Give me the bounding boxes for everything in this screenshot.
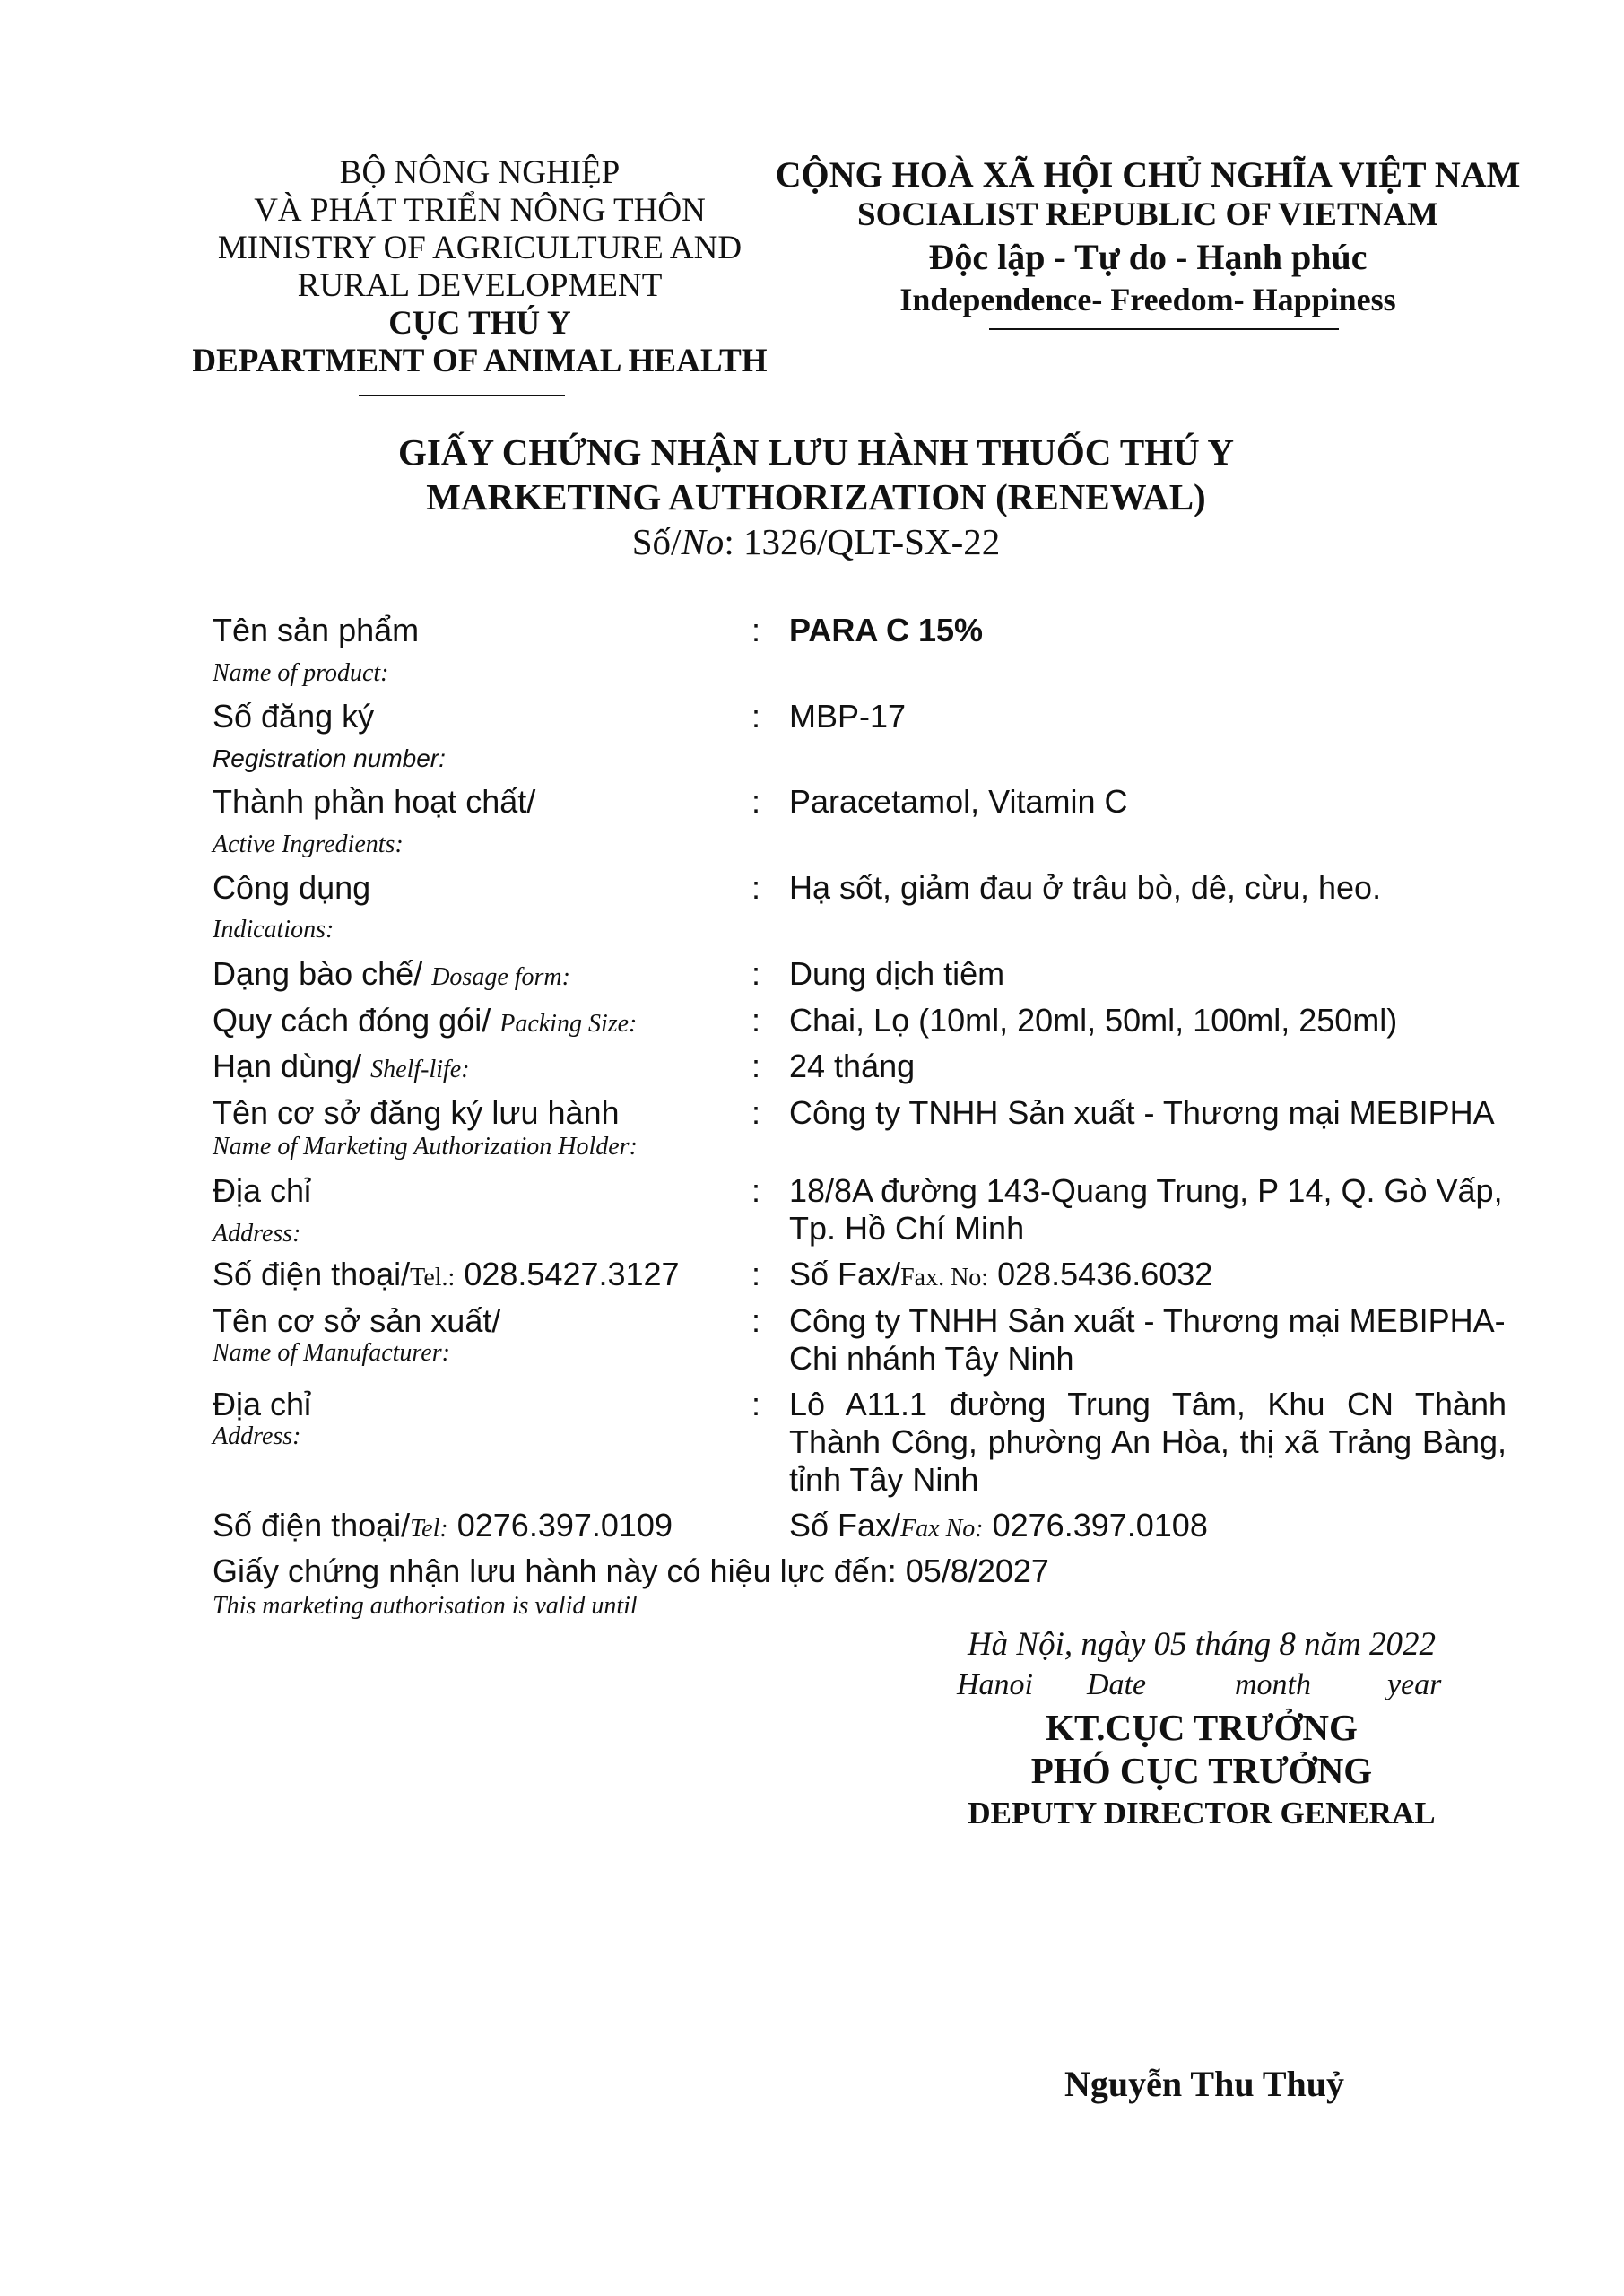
- holder-address-line-1: 18/8A đường 143-Quang Trung, P 14, Q. Gò Vấp,: [789, 1172, 1503, 1209]
- holder-label: Tên cơ sở đăng ký lưu hành: [213, 1094, 620, 1131]
- manufacturer-address-label-en: Address:: [213, 1422, 301, 1450]
- signatory-name: Nguyễn Thu Thuỷ: [1064, 2064, 1345, 2104]
- issue-date-vn: Hà Nội, ngày 05 tháng 8 năm 2022: [967, 1626, 1437, 1663]
- registration-label: Số đăng ký: [213, 698, 375, 735]
- validity-statement-en: This marketing authorisation is valid until: [213, 1592, 638, 1620]
- ingredients-label: Thành phần hoạt chất/: [213, 783, 536, 820]
- issue-date-en-place: Hanoi: [957, 1668, 1033, 1701]
- republic-name-en: SOCIALIST REPUBLIC OF VIETNAM: [857, 196, 1438, 233]
- signatory-title-vn-1: KT.CỤC TRƯỞNG: [1046, 1707, 1358, 1748]
- product-name-label-en: Name of product:: [213, 659, 389, 687]
- holder-phone: Số điện thoại/Tel.: 028.5427.3127: [213, 1256, 680, 1292]
- separator: :: [751, 869, 761, 906]
- national-header: [762, 154, 1533, 319]
- manufacturer-address-label: Địa chỉ: [213, 1386, 312, 1422]
- manufacturer-address-value: Lô A11.1 đường Trung Tâm, Khu CN Thành Thành Công, phường An Hòa, thị xã Trảng Bàng, tỉnh Tây Ninh: [789, 1386, 1507, 1498]
- issue-date-en-year: year: [1387, 1668, 1442, 1701]
- separator: :: [751, 698, 761, 735]
- manufacturer-fax: Số Fax/Fax No: 0276.397.0108: [789, 1507, 1208, 1544]
- signatory-title-en: DEPUTY DIRECTOR GENERAL: [968, 1796, 1436, 1831]
- document-title-vn: GIẤY CHỨNG NHẬN LƯU HÀNH THUỐC THÚ Y: [397, 431, 1235, 473]
- holder-address-line-2: Tp. Hồ Chí Minh: [789, 1210, 1025, 1247]
- separator: :: [751, 1048, 761, 1084]
- separator: :: [751, 1002, 761, 1039]
- manufacturer-phone: Số điện thoại/Tel: 0276.397.0109: [213, 1507, 673, 1544]
- motto-vn: Độc lập - Tự do - Hạnh phúc: [928, 237, 1368, 277]
- header-right-divider: [989, 328, 1339, 330]
- dosage-form-label: Dạng bào chế/ Dosage form:: [213, 955, 570, 992]
- manufacturer-label: Tên cơ sở sản xuất/: [213, 1302, 501, 1339]
- ministry-name-vn-1: BỘ NÔNG NGHIỆP: [339, 154, 621, 191]
- issue-date-en-day: Date: [1087, 1668, 1147, 1701]
- indications-value: Hạ sốt, giảm đau ở trâu bò, dê, cừu, heo.: [789, 869, 1382, 906]
- holder-fax: Số Fax/Fax. No: 028.5436.6032: [789, 1256, 1213, 1292]
- shelf-life-label: Hạn dùng/ Shelf-life:: [213, 1048, 470, 1084]
- holder-address-label: Địa chỉ: [213, 1172, 312, 1209]
- manufacturer-label-en: Name of Manufacturer:: [213, 1339, 450, 1367]
- separator: :: [751, 783, 761, 820]
- validity-statement: Giấy chứng nhận lưu hành này có hiệu lực đến: 05/8/2027: [213, 1552, 1049, 1589]
- registration-value: MBP-17: [789, 698, 907, 735]
- separator: :: [751, 1094, 761, 1131]
- republic-name-vn: CỘNG HOÀ XÃ HỘI CHỦ NGHĨA VIỆT NAM: [775, 154, 1521, 195]
- ingredients-value: Paracetamol, Vitamin C: [789, 783, 1128, 820]
- packing-size-label: Quy cách đóng gói/ Packing Size:: [213, 1002, 638, 1039]
- motto-en: Independence- Freedom- Happiness: [899, 282, 1396, 317]
- shelf-life-value: 24 tháng: [789, 1048, 916, 1084]
- department-name-en: DEPARTMENT OF ANIMAL HEALTH: [192, 343, 768, 379]
- ministry-name-vn-2: VÀ PHÁT TRIỂN NÔNG THÔN: [254, 192, 706, 229]
- separator: :: [751, 1256, 761, 1292]
- product-name-value: PARA C 15%: [789, 612, 984, 648]
- registration-label-en: Registration number:: [213, 744, 446, 772]
- issue-date-en-month: month: [1235, 1668, 1311, 1701]
- dosage-form-value: Dung dịch tiêm: [789, 955, 1005, 992]
- department-name-vn: CỤC THÚ Y: [388, 305, 571, 342]
- ministry-name-en-2: RURAL DEVELOPMENT: [297, 267, 663, 304]
- issuer-header: [157, 154, 803, 380]
- signatory-title-vn-2: PHÓ CỤC TRƯỞNG: [1030, 1750, 1373, 1791]
- manufacturer-value-line-2: Chi nhánh Tây Ninh: [789, 1340, 1074, 1377]
- holder-label-en: Name of Marketing Authorization Holder:: [213, 1133, 638, 1161]
- separator: :: [751, 1172, 761, 1209]
- holder-value: Công ty TNHH Sản xuất - Thương mại MEBIPHA: [789, 1094, 1495, 1131]
- indications-label-en: Indications:: [213, 916, 334, 944]
- separator: :: [751, 1386, 761, 1422]
- header-left-divider: [359, 395, 565, 396]
- ministry-name-en-1: MINISTRY OF AGRICULTURE AND: [217, 230, 743, 266]
- separator: :: [751, 955, 761, 992]
- manufacturer-value-line-1: Công ty TNHH Sản xuất - Thương mại MEBIPHA-: [789, 1302, 1506, 1339]
- product-name-label: Tên sản phẩm: [213, 612, 420, 648]
- document-number: Số/No: 1326/QLT-SX-22: [631, 521, 1001, 562]
- packing-size-value: Chai, Lọ (10ml, 20ml, 50ml, 100ml, 250ml): [789, 1002, 1398, 1039]
- separator: :: [751, 1302, 761, 1339]
- separator: :: [751, 612, 761, 648]
- holder-address-label-en: Address:: [213, 1220, 301, 1248]
- ingredients-label-en: Active Ingredients:: [213, 831, 404, 858]
- indications-label: Công dụng: [213, 869, 371, 906]
- document-title-en: MARKETING AUTHORIZATION (RENEWAL): [426, 476, 1206, 517]
